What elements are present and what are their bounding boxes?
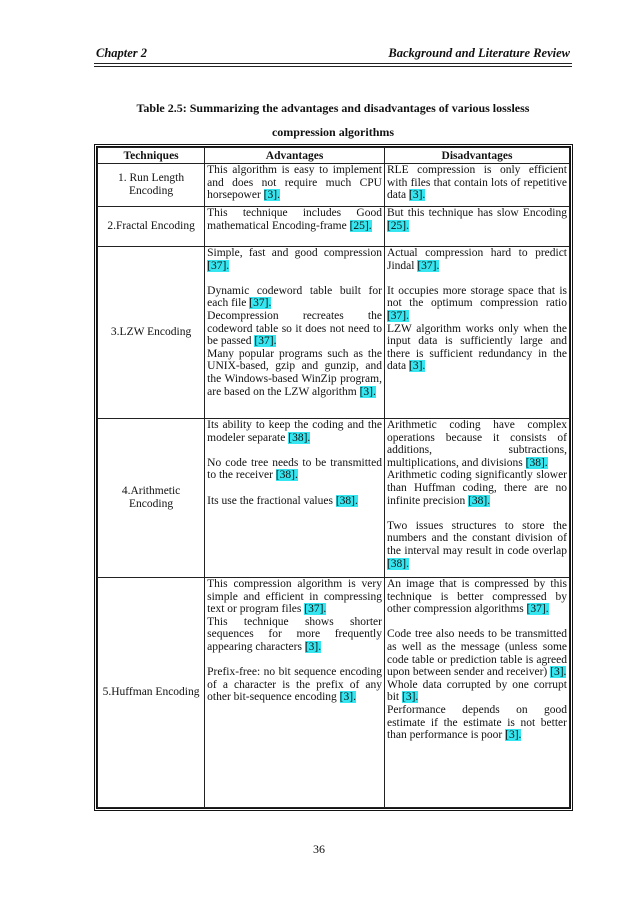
disadvantages-cell xyxy=(384,247,569,419)
cell-paragraph xyxy=(387,419,567,469)
cell-paragraph xyxy=(207,666,382,704)
citation-ref: [25]. xyxy=(386,219,410,232)
cell-paragraph xyxy=(387,323,567,373)
paragraph-text: Its ability to keep the coding and the modeler separate xyxy=(207,419,382,444)
cell-paragraph xyxy=(387,285,567,323)
paragraph-spacer xyxy=(387,507,567,520)
paragraph-text: Code tree also needs to be transmitted as well as the message (unless some code table or prediction table is agreed upon between sender and receiver) xyxy=(386,628,567,679)
advantages-cell xyxy=(205,207,385,247)
table-row xyxy=(98,247,570,419)
citation-ref: [37]. xyxy=(417,259,440,272)
technique-cell: 2.Fractal Encoding xyxy=(98,207,205,247)
paragraph-text: No code tree needs to be transmitted to the receiver xyxy=(207,456,382,482)
caption-line-1: Table 2.5: Summarizing the advantages and disadvantages of various lossless xyxy=(136,101,530,115)
paragraph-text: Whole data corrupted by one corrupt bit xyxy=(386,678,567,704)
paragraph-spacer xyxy=(207,444,382,457)
comparison-table xyxy=(97,147,570,808)
caption-line-2: compression algorithms xyxy=(271,125,395,139)
paragraph-text: An image that is compressed by this technique is better compressed by other compression algorithms xyxy=(386,578,567,616)
citation-ref: [3]. xyxy=(304,640,322,653)
paragraph-text: Arithmetic coding significantly slower than Huffman coding, there are no infinite precision xyxy=(386,469,567,507)
table-caption xyxy=(94,96,572,144)
cell-paragraph xyxy=(207,207,382,232)
cell-paragraph xyxy=(387,578,567,616)
cell-paragraph xyxy=(207,247,382,272)
citation-ref: [3]. xyxy=(401,691,419,704)
paragraph-spacer xyxy=(207,272,382,285)
page-header xyxy=(94,44,572,66)
paragraph-spacer xyxy=(207,654,382,667)
column-header-disadvantages: Disadvantages xyxy=(384,148,569,164)
advantages-cell xyxy=(205,578,385,808)
disadvantages-cell xyxy=(384,578,569,808)
citation-ref: [3]. xyxy=(339,691,356,704)
paragraph-text: But this technique has slow Encoding xyxy=(386,207,567,219)
cell-paragraph xyxy=(207,457,382,482)
citation-ref: [37]. xyxy=(304,603,327,616)
citation-ref: [38]. xyxy=(468,494,491,507)
technique-cell: 5.Huffman Encoding xyxy=(98,578,205,808)
cell-paragraph xyxy=(387,679,567,704)
paragraph-text: Actual compression hard to predict Jindal xyxy=(386,247,567,272)
cell-paragraph xyxy=(207,578,382,616)
citation-ref: [37]. xyxy=(386,309,410,322)
paragraph-text: This technique includes Good mathematical Encoding-frame xyxy=(207,207,382,232)
paragraph-text: This algorithm is easy to implement and does not require much CPU horsepower xyxy=(207,164,382,202)
citation-ref: [37]. xyxy=(207,259,230,272)
technique-cell: 3.LZW Encoding xyxy=(98,247,205,419)
paragraph-text: It occupies more storage space that is not the optimum compression ratio xyxy=(386,284,567,310)
chapter-label: Chapter 2 xyxy=(96,46,148,60)
citation-ref: [38]. xyxy=(386,557,410,570)
paragraph-text: Its use the fractional values xyxy=(207,494,336,507)
paragraph-spacer xyxy=(207,482,382,495)
paragraph-text: Decompression recreates the codeword table so it does not need to be passed xyxy=(207,309,382,348)
paragraph-text: LZW algorithm works only when the input data is sufficiently large and there is sufficient redundancy in the data xyxy=(386,322,567,373)
header-rule-thin xyxy=(94,66,572,67)
table-row xyxy=(98,164,570,207)
table-body xyxy=(98,164,570,808)
citation-ref: [25]. xyxy=(349,219,372,232)
disadvantages-cell xyxy=(384,207,569,247)
citation-ref: [3]. xyxy=(550,666,567,679)
advantages-cell xyxy=(205,247,385,419)
paragraph-spacer xyxy=(387,272,567,285)
disadvantages-cell xyxy=(384,419,569,578)
cell-paragraph xyxy=(207,164,382,202)
header-rule xyxy=(94,63,572,64)
column-header-advantages: Advantages xyxy=(205,148,385,164)
citation-ref: [38]. xyxy=(525,456,548,469)
cell-paragraph xyxy=(207,310,382,348)
citation-ref: [3]. xyxy=(263,189,280,202)
cell-paragraph xyxy=(207,419,382,444)
citation-ref: [3]. xyxy=(505,729,522,742)
cell-paragraph xyxy=(387,164,567,202)
cell-paragraph xyxy=(387,469,567,507)
disadvantages-cell xyxy=(384,164,569,207)
advantages-cell xyxy=(205,419,385,578)
paragraph-text: This technique shows shorter sequences for more frequently appearing characters xyxy=(207,615,382,653)
cell-paragraph xyxy=(387,520,567,570)
citation-ref: [3]. xyxy=(409,189,426,202)
paragraph-text: Simple, fast and good compression xyxy=(207,247,382,259)
citation-ref: [3]. xyxy=(359,385,376,398)
cell-paragraph xyxy=(207,348,382,398)
table-header-row xyxy=(98,148,570,164)
citation-ref: [37]. xyxy=(254,335,277,348)
page-number: 36 xyxy=(313,842,325,856)
advantages-cell xyxy=(205,164,385,207)
citation-ref: [37]. xyxy=(249,297,272,310)
paragraph-text: RLE compression is only efficient with files that contain lots of repetitive data xyxy=(386,164,567,202)
citation-ref: [38]. xyxy=(288,431,311,444)
paragraph-text: Dynamic codeword table built for each file xyxy=(207,284,382,310)
paragraph-text: Two issues structures to store the numbers and the constant division of the interval may result in code overlap xyxy=(386,519,567,557)
table-row xyxy=(98,578,570,808)
citation-ref: [37]. xyxy=(526,603,549,616)
table-row xyxy=(98,207,570,247)
cell-paragraph xyxy=(207,616,382,654)
cell-paragraph xyxy=(387,247,567,272)
citation-ref: [3]. xyxy=(409,360,426,373)
section-title: Background and Literature Review xyxy=(388,46,570,60)
citation-ref: [38]. xyxy=(335,494,358,507)
technique-cell: 4.Arithmetic Encoding xyxy=(98,419,205,578)
paragraph-text: Prefix-free: no bit sequence encoding of a character is the prefix of any other bit-sequence encoding xyxy=(207,666,382,704)
cell-paragraph xyxy=(207,285,382,310)
technique-cell: 1. Run Length Encoding xyxy=(98,164,205,207)
paragraph-text: Arithmetic coding have complex operations because it consists of additions, subtractions, multiplications, and divisions xyxy=(386,419,567,469)
cell-paragraph xyxy=(387,628,567,678)
paragraph-text: This compression algorithm is very simple and efficient in compressing text or program files xyxy=(207,578,382,616)
cell-paragraph xyxy=(387,207,567,232)
paragraph-text: Performance depends on good estimate if the estimate is not better than performance is poor xyxy=(386,703,567,742)
paragraph-spacer xyxy=(387,616,567,629)
cell-paragraph xyxy=(387,704,567,742)
comparison-table-frame xyxy=(94,144,573,811)
citation-ref: [38]. xyxy=(275,469,298,482)
column-header-techniques: Techniques xyxy=(98,148,205,164)
table-row xyxy=(98,419,570,578)
paragraph-text: Many popular programs such as the UNIX-based, gzip and gunzip, and the Windows-based WinZip program, are based on the LZW algorithm xyxy=(207,347,382,398)
cell-paragraph xyxy=(207,495,382,508)
